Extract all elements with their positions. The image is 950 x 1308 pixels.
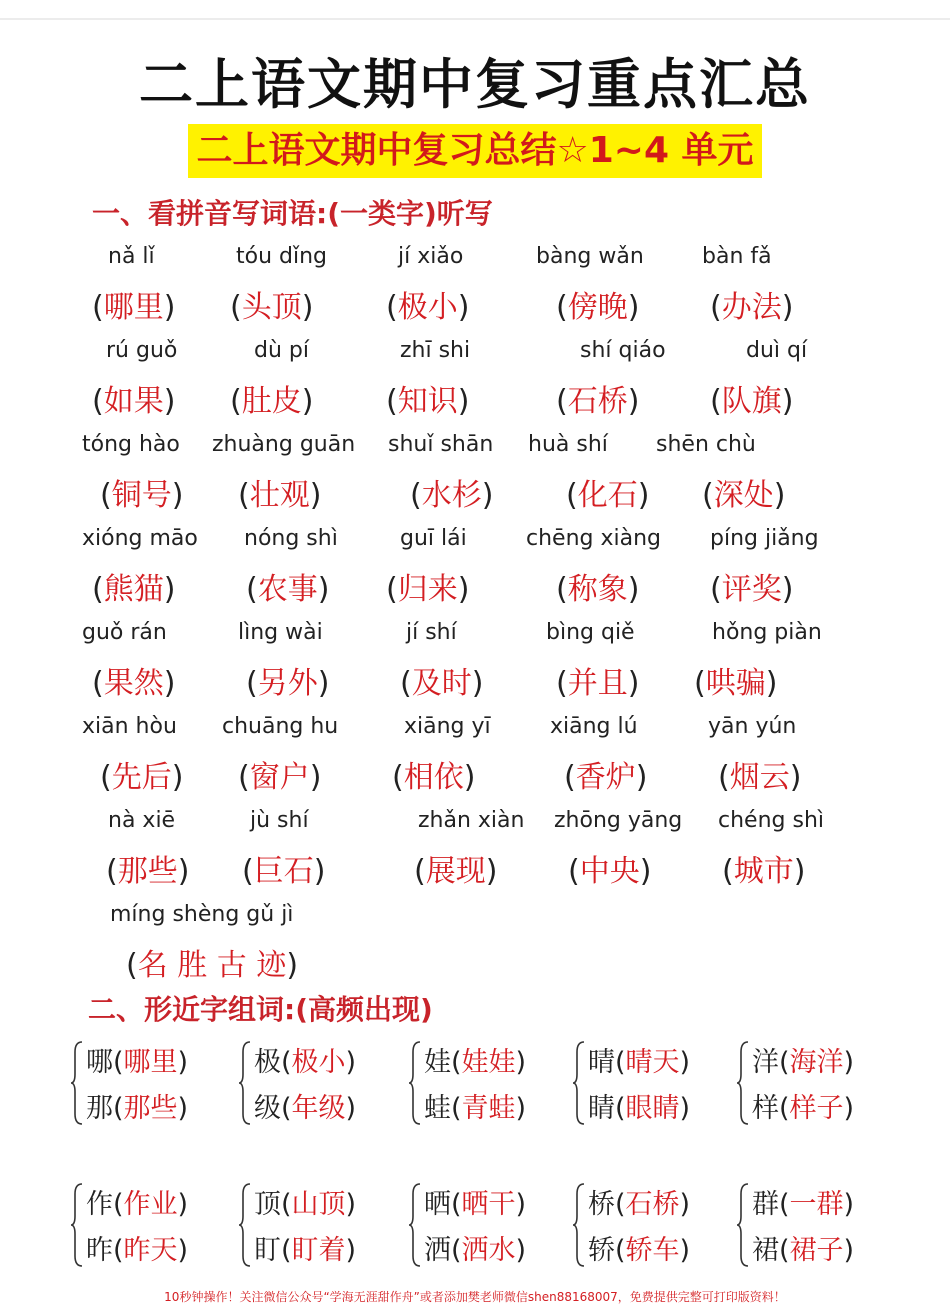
base-char: 样 <box>752 1093 779 1124</box>
brace-icon <box>70 1182 84 1268</box>
chinese-word: 极小 <box>397 290 458 325</box>
chinese-word: 先后 <box>111 760 172 795</box>
base-char: 洋 <box>752 1047 779 1078</box>
vocab-word: (称象) <box>556 572 640 607</box>
char-group <box>572 1180 732 1276</box>
chinese-word: 中央 <box>579 854 640 889</box>
vocab-row <box>0 338 950 432</box>
section2-heading: 二、形近字组词:(高频出现) <box>88 993 433 1026</box>
chinese-word: 评奖 <box>721 572 782 607</box>
vocab-word: (肚皮) <box>230 384 314 419</box>
brace-icon <box>572 1040 586 1126</box>
pinyin: guī lái <box>400 526 467 551</box>
char-pair: 桥(石桥) <box>588 1189 691 1220</box>
pinyin: yān yún <box>708 714 797 739</box>
chinese-word: 香炉 <box>575 760 636 795</box>
chinese-word: 哪里 <box>103 290 164 325</box>
pinyin: hǒng piàn <box>712 620 822 645</box>
base-char: 极 <box>254 1047 281 1078</box>
pinyin: shuǐ shān <box>388 432 494 457</box>
pinyin: xiāng lú <box>550 714 638 739</box>
vocab-word: (评奖) <box>710 572 794 607</box>
base-char: 哪 <box>86 1047 113 1078</box>
char-group <box>572 1038 732 1134</box>
vocab-word: (深处) <box>702 478 786 513</box>
pinyin: nóng shì <box>244 526 338 551</box>
pinyin: bìng qiě <box>546 620 635 645</box>
char-group <box>70 1180 230 1276</box>
vocab-word: (香炉) <box>564 760 648 795</box>
chinese-word: 水杉 <box>421 478 482 513</box>
base-char: 蛙 <box>424 1093 451 1124</box>
chinese-word: 傍晚 <box>567 290 628 325</box>
chinese-word: 石桥 <box>567 384 628 419</box>
chinese-word: 壮观 <box>249 478 310 513</box>
chinese-word: 名 胜 古 迹 <box>137 948 287 983</box>
vocab-row <box>0 808 950 902</box>
pinyin: nà xiē <box>108 808 176 833</box>
chinese-word: 窗户 <box>249 760 310 795</box>
top-divider <box>0 18 950 20</box>
pinyin: jù shí <box>250 808 309 833</box>
example-word: 石桥 <box>625 1189 680 1220</box>
chinese-word: 并且 <box>567 666 628 701</box>
brace-icon <box>572 1182 586 1268</box>
base-char: 娃 <box>424 1047 451 1078</box>
vocab-word: (化石) <box>566 478 650 513</box>
char-pair: 娃(娃娃) <box>424 1047 527 1078</box>
vocab-row <box>0 244 950 338</box>
example-word: 晒干 <box>461 1189 516 1220</box>
example-word: 一群 <box>789 1189 844 1220</box>
char-pair: 洒(洒水) <box>424 1235 527 1266</box>
pinyin: dù pí <box>254 338 309 363</box>
vocab-word: (展现) <box>414 854 498 889</box>
vocab-word: (队旗) <box>710 384 794 419</box>
chinese-word: 农事 <box>257 572 318 607</box>
char-pair: 晴(晴天) <box>588 1047 691 1078</box>
char-group <box>736 1038 896 1134</box>
subtitle-banner <box>0 124 950 178</box>
pinyin: zhōng yāng <box>554 808 683 833</box>
example-word: 作业 <box>123 1189 178 1220</box>
pinyin: chēng xiàng <box>526 526 661 551</box>
base-char: 轿 <box>588 1235 615 1266</box>
brace-icon <box>238 1182 252 1268</box>
pinyin: chuāng hu <box>222 714 339 739</box>
example-word: 裙子 <box>789 1235 844 1266</box>
pinyin: duì qí <box>746 338 808 363</box>
base-char: 洒 <box>424 1235 451 1266</box>
vocab-word: (相依) <box>392 760 476 795</box>
section1-heading: 一、看拼音写词语:(一类字)听写 <box>92 197 493 230</box>
example-word: 样子 <box>789 1093 844 1124</box>
chinese-word: 果然 <box>103 666 164 701</box>
example-word: 晴天 <box>625 1047 680 1078</box>
example-word: 昨天 <box>123 1235 178 1266</box>
char-pair: 作(作业) <box>86 1189 189 1220</box>
pinyin: bàn fǎ <box>702 244 772 269</box>
vocab-row <box>0 714 950 808</box>
pinyin: chéng shì <box>718 808 824 833</box>
pinyin: tóng hào <box>82 432 180 457</box>
chinese-word: 展现 <box>425 854 486 889</box>
vocab-word: (并且) <box>556 666 640 701</box>
example-word: 极小 <box>291 1047 346 1078</box>
footer-note: 10秒钟操作！关注微信公众号“学海无涯甜作舟”或者添加樊老师微信shen88168007，免费提供完整可打印版资料！ <box>164 1290 786 1304</box>
vocab-word: (果然) <box>92 666 176 701</box>
base-char: 晒 <box>424 1189 451 1220</box>
brace-icon <box>408 1182 422 1268</box>
base-char: 群 <box>752 1189 779 1220</box>
pinyin: zhī shi <box>400 338 471 363</box>
vocab-row <box>0 526 950 620</box>
vocab-word: (烟云) <box>718 760 802 795</box>
char-pair: 极(极小) <box>254 1047 357 1078</box>
vocab-word: (那些) <box>106 854 190 889</box>
char-pair: 昨(昨天) <box>86 1235 189 1266</box>
vocab-word: (水杉) <box>410 478 494 513</box>
char-pair: 洋(海洋) <box>752 1047 855 1078</box>
chinese-word: 称象 <box>567 572 628 607</box>
chinese-word: 头顶 <box>241 290 302 325</box>
example-word: 年级 <box>291 1093 346 1124</box>
brace-icon <box>408 1040 422 1126</box>
base-char: 桥 <box>588 1189 615 1220</box>
vocab-word: (先后) <box>100 760 184 795</box>
pinyin: rú guǒ <box>106 338 178 363</box>
pinyin: lìng wài <box>238 620 323 645</box>
chinese-word: 知识 <box>397 384 458 419</box>
chinese-word: 及时 <box>411 666 472 701</box>
chinese-word: 深处 <box>713 478 774 513</box>
base-char: 睛 <box>588 1093 615 1124</box>
example-word: 青蛙 <box>461 1093 516 1124</box>
brace-icon <box>238 1040 252 1126</box>
vocab-word: (办法) <box>710 290 794 325</box>
example-word: 盯着 <box>291 1235 346 1266</box>
vocab-word: (极小) <box>386 290 470 325</box>
char-pair: 睛(眼睛) <box>588 1093 691 1124</box>
char-group <box>70 1038 230 1134</box>
pinyin: xiān hòu <box>82 714 177 739</box>
vocab-word: (城市) <box>722 854 806 889</box>
chinese-word: 如果 <box>103 384 164 419</box>
chinese-word: 相依 <box>403 760 464 795</box>
vocab-word: (壮观) <box>238 478 322 513</box>
base-char: 级 <box>254 1093 281 1124</box>
chinese-word: 化石 <box>577 478 638 513</box>
pinyin: xiāng yī <box>404 714 491 739</box>
char-pair: 蛙(青蛙) <box>424 1093 527 1124</box>
vocab-row <box>0 902 950 996</box>
chinese-word: 另外 <box>257 666 318 701</box>
base-char: 作 <box>86 1189 113 1220</box>
example-word: 娃娃 <box>461 1047 516 1078</box>
base-char: 顶 <box>254 1189 281 1220</box>
vocab-word: (巨石) <box>242 854 326 889</box>
pinyin: bàng wǎn <box>536 244 644 269</box>
vocab-row <box>0 620 950 714</box>
vocab-word: (中央) <box>568 854 652 889</box>
char-pair: 晒(晒干) <box>424 1189 527 1220</box>
brace-icon <box>736 1040 750 1126</box>
vocab-word: (窗户) <box>238 760 322 795</box>
char-pair: 那(那些) <box>86 1093 189 1124</box>
pinyin: tóu dǐng <box>236 244 328 269</box>
base-char: 那 <box>86 1093 113 1124</box>
vocab-word: (及时) <box>400 666 484 701</box>
vocab-word: (熊猫) <box>92 572 176 607</box>
chinese-word: 城市 <box>733 854 794 889</box>
vocab-word: (石桥) <box>556 384 640 419</box>
char-group <box>736 1180 896 1276</box>
pinyin: guǒ rán <box>82 620 167 645</box>
example-word: 山顶 <box>291 1189 346 1220</box>
chinese-word: 烟云 <box>729 760 790 795</box>
example-word: 海洋 <box>789 1047 844 1078</box>
char-group <box>408 1180 568 1276</box>
pinyin: nǎ lǐ <box>108 244 155 269</box>
char-pair: 盯(盯着) <box>254 1235 357 1266</box>
pinyin: shí qiáo <box>580 338 666 363</box>
vocab-word: (知识) <box>386 384 470 419</box>
base-char: 盯 <box>254 1235 281 1266</box>
pinyin: huà shí <box>528 432 608 457</box>
char-pair: 哪(哪里) <box>86 1047 189 1078</box>
char-group <box>238 1038 398 1134</box>
vocab-word: (铜号) <box>100 478 184 513</box>
vocab-word: (名 胜 古 迹) <box>126 948 299 983</box>
char-group <box>408 1038 568 1134</box>
chinese-word: 归来 <box>397 572 458 607</box>
chinese-word: 那些 <box>117 854 178 889</box>
pinyin: zhuàng guān <box>212 432 356 457</box>
example-word: 哪里 <box>123 1047 178 1078</box>
subtitle: 二上语文期中复习总结☆1~4 单元 <box>188 124 761 178</box>
chinese-word: 办法 <box>721 290 782 325</box>
pinyin: jí shí <box>406 620 457 645</box>
chinese-word: 队旗 <box>721 384 782 419</box>
vocab-row <box>0 432 950 526</box>
example-word: 那些 <box>123 1093 178 1124</box>
chinese-word: 哄骗 <box>705 666 766 701</box>
char-pair: 轿(轿车) <box>588 1235 691 1266</box>
vocab-word: (农事) <box>246 572 330 607</box>
base-char: 昨 <box>86 1235 113 1266</box>
chinese-word: 肚皮 <box>241 384 302 419</box>
pinyin: shēn chù <box>656 432 756 457</box>
char-pair: 顶(山顶) <box>254 1189 357 1220</box>
vocab-word: (如果) <box>92 384 176 419</box>
base-char: 裙 <box>752 1235 779 1266</box>
page-title: 二上语文期中复习重点汇总 <box>139 53 811 116</box>
vocab-word: (另外) <box>246 666 330 701</box>
pinyin: píng jiǎng <box>710 526 819 551</box>
example-word: 轿车 <box>625 1235 680 1266</box>
vocab-word: (傍晚) <box>556 290 640 325</box>
char-pair: 群(一群) <box>752 1189 855 1220</box>
vocab-word: (头顶) <box>230 290 314 325</box>
chinese-word: 铜号 <box>111 478 172 513</box>
brace-icon <box>70 1040 84 1126</box>
example-word: 洒水 <box>461 1235 516 1266</box>
chinese-word: 巨石 <box>253 854 314 889</box>
pinyin: jí xiǎo <box>398 244 464 269</box>
char-pair: 级(年级) <box>254 1093 357 1124</box>
char-group <box>238 1180 398 1276</box>
char-pair: 裙(裙子) <box>752 1235 855 1266</box>
example-word: 眼睛 <box>625 1093 680 1124</box>
brace-icon <box>736 1182 750 1268</box>
char-pair: 样(样子) <box>752 1093 855 1124</box>
pinyin: zhǎn xiàn <box>418 808 525 833</box>
pinyin: míng shèng gǔ jì <box>110 902 294 927</box>
chinese-word: 熊猫 <box>103 572 164 607</box>
base-char: 晴 <box>588 1047 615 1078</box>
vocab-word: (哪里) <box>92 290 176 325</box>
pinyin: xióng māo <box>82 526 198 551</box>
vocab-word: (哄骗) <box>694 666 778 701</box>
vocab-word: (归来) <box>386 572 470 607</box>
